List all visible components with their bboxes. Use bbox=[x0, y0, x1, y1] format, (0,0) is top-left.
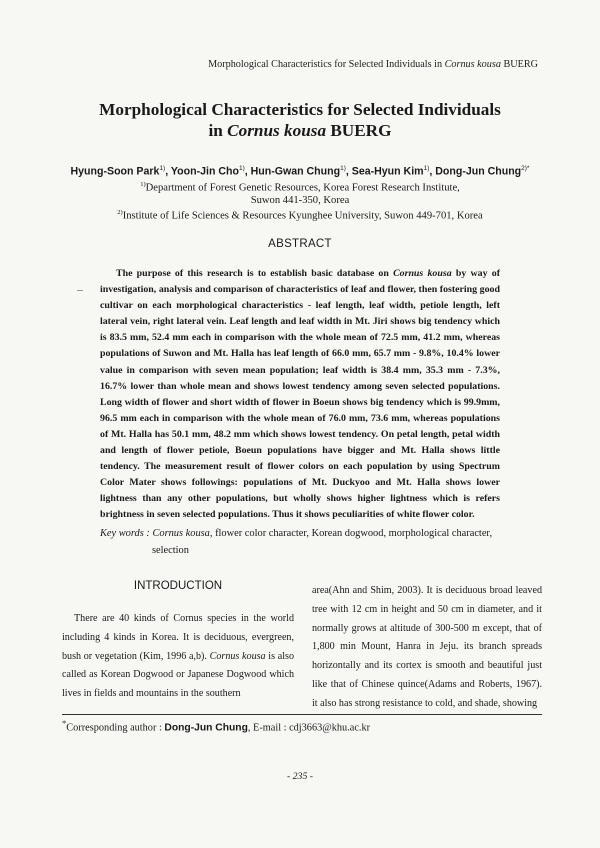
author-affiliation-mark: 1) bbox=[340, 165, 346, 172]
affiliation-mark: 1) bbox=[140, 181, 146, 188]
corresponding-author-name: Dong-Jun Chung bbox=[164, 722, 248, 734]
introduction-heading: INTRODUCTION bbox=[133, 580, 223, 592]
author-affiliation-mark: 1) bbox=[423, 165, 430, 172]
introduction-species: Cornus kousa bbox=[209, 650, 266, 662]
footnote-mark: * bbox=[62, 718, 67, 728]
author-name: Dong-Jun Chung bbox=[435, 165, 522, 178]
introduction-text-continued: is also called as Korean Dogwood or Japanese Dogwood which lives in fields and mountains in the southern bbox=[62, 650, 294, 700]
title-line-1: Morphological Characteristics for Selected Individuals bbox=[99, 100, 501, 119]
author-affiliation-mark: 1) bbox=[238, 165, 245, 172]
abstract-heading: ABSTRACT bbox=[268, 238, 332, 250]
keywords-label: Key words : bbox=[100, 528, 153, 539]
author-affiliation-mark: 2)* bbox=[521, 165, 530, 172]
introduction-text: There are 40 kinds of Cornus species in the world including 4 kinds in Korea. It is deciduous, evergreen, bush or vegetation (Kim, 1996 a,b). bbox=[62, 613, 294, 662]
introduction-right-column: area(Ahn and Shim, 2003). It is deciduous broad leaved tree with 12 cm in height and 50 cm in diameter, and it normally grows at altitude of 300-500 m except, that of 1,800 min Mount, Hanra in Jeju. its branch spreads horizontally and its cortex is smooth and beautiful just like that of Chinese quince(Adams and Roberts, 1967). it also has strong resistance to cold, and shade, showing bbox=[312, 585, 542, 709]
paper-title bbox=[0, 99, 600, 141]
author-name: Hyung-Soon Park bbox=[70, 165, 160, 178]
author-name: Sea-Hyun Kim bbox=[351, 165, 424, 178]
author-affiliation-mark: 1) bbox=[159, 165, 166, 172]
author-name: Yoon-Jin Cho bbox=[170, 165, 239, 178]
abstract-species: Cornus kousa bbox=[393, 268, 452, 279]
affiliation-1-line-1 bbox=[0, 181, 600, 194]
keywords-text-continued: selection bbox=[152, 545, 189, 556]
title-line-2-suffix: BUERG bbox=[326, 121, 392, 140]
affiliation-text: Suwon 441-350, Korea bbox=[250, 195, 350, 206]
scan-mark bbox=[77, 290, 83, 291]
affiliation-2 bbox=[0, 209, 600, 222]
keywords-species: Cornus kousa bbox=[152, 528, 210, 539]
running-head bbox=[0, 59, 538, 70]
introduction-left-column bbox=[62, 610, 294, 704]
abstract-text: The purpose of this research is to establish basic database on bbox=[116, 268, 394, 279]
affiliation-text: Department of Forest Genetic Resources, Korea Forest Research Institute, bbox=[145, 182, 460, 194]
corresponding-author-footnote bbox=[62, 718, 370, 733]
author-name: Hun-Gwan Chung bbox=[250, 165, 341, 178]
title-line-2 bbox=[0, 120, 600, 141]
abstract-body bbox=[100, 266, 500, 524]
abstract-text-continued: by way of investigation, analysis and comparison of characteristics of leaf and flower, then fostering good cultivar on each morphological characteristics - leaf length, leaf width, petiole length, left lateral vein, right lateral vein. Leaf length and leaf width in Mt. Jiri shows big tendency which is 83.5 mm, 52.4 mm each in comparison with the whole mean of 72.5 mm, 41.2 mm, whereas populations of Suwon and Mt. Halla has leaf length of 66.0 mm, 65.7 mm - 9.8%, 10.4% lower value in comparison with seven mean population; leaf width is 38.4 mm, 35.3 mm - 7.3%, 16.7% lower than whole mean and shows lowest tendency among seven selected populations. Long width of flower and short width of flower in Boeun shows big tendency which is 99.9mm, 96.5 mm each in comparison with the whole mean of 76.0 mm, 73.6 mm, whereas populations of Mt. Halla has 50.1 mm, 48.2 mm which shows lowest tendency. On petal length, petal width and length of flower petiole, Boeun populations have bigger and Mt. Halla shows little tendency. The measurement result of flower colors on each population by using Spectrum Color Mater shows followings: populations of Mt. Duckyoo and Mt. Halla shows lower lightness than any other populations, but wholly shows higher lightness which is refers brightness in seven selected populations. Thus it shows peculiarities of white flower color. bbox=[100, 268, 500, 521]
keywords-text: , flower color character, Korean dogwood, morphological character, bbox=[209, 528, 493, 539]
running-head-species: Cornus kousa bbox=[444, 59, 501, 70]
author-list: Hyung-Soon Park$^{1)}$, Yoon-Jin Cho$^{1)}$, Hun-Gwan Chung$^{1)}$, Sea-Hyun Kim$^{1)}$, Dong-Jun Chung$^{2)*}$ bbox=[70, 165, 530, 178]
affiliation-1-line-2 bbox=[0, 195, 600, 206]
footnote-label: Corresponding author : bbox=[66, 722, 165, 734]
corresponding-author-email: , E-mail : cdj3663@khu.ac.kr bbox=[247, 722, 371, 734]
running-head-suffix: BUERG bbox=[500, 59, 538, 70]
title-line-2-prefix: in bbox=[208, 121, 228, 140]
keywords bbox=[100, 525, 500, 559]
footnote-divider bbox=[62, 714, 542, 715]
affiliation-mark: 2) bbox=[117, 209, 123, 216]
running-head-text: Morphological Characteristics for Selected Individuals in bbox=[208, 59, 445, 70]
affiliation-text: Institute of Life Sciences & Resources Kyunghee University, Suwon 449-701, Korea bbox=[122, 210, 483, 222]
title-species: Cornus kousa bbox=[227, 121, 327, 140]
page-number: - 235 - bbox=[286, 771, 314, 782]
